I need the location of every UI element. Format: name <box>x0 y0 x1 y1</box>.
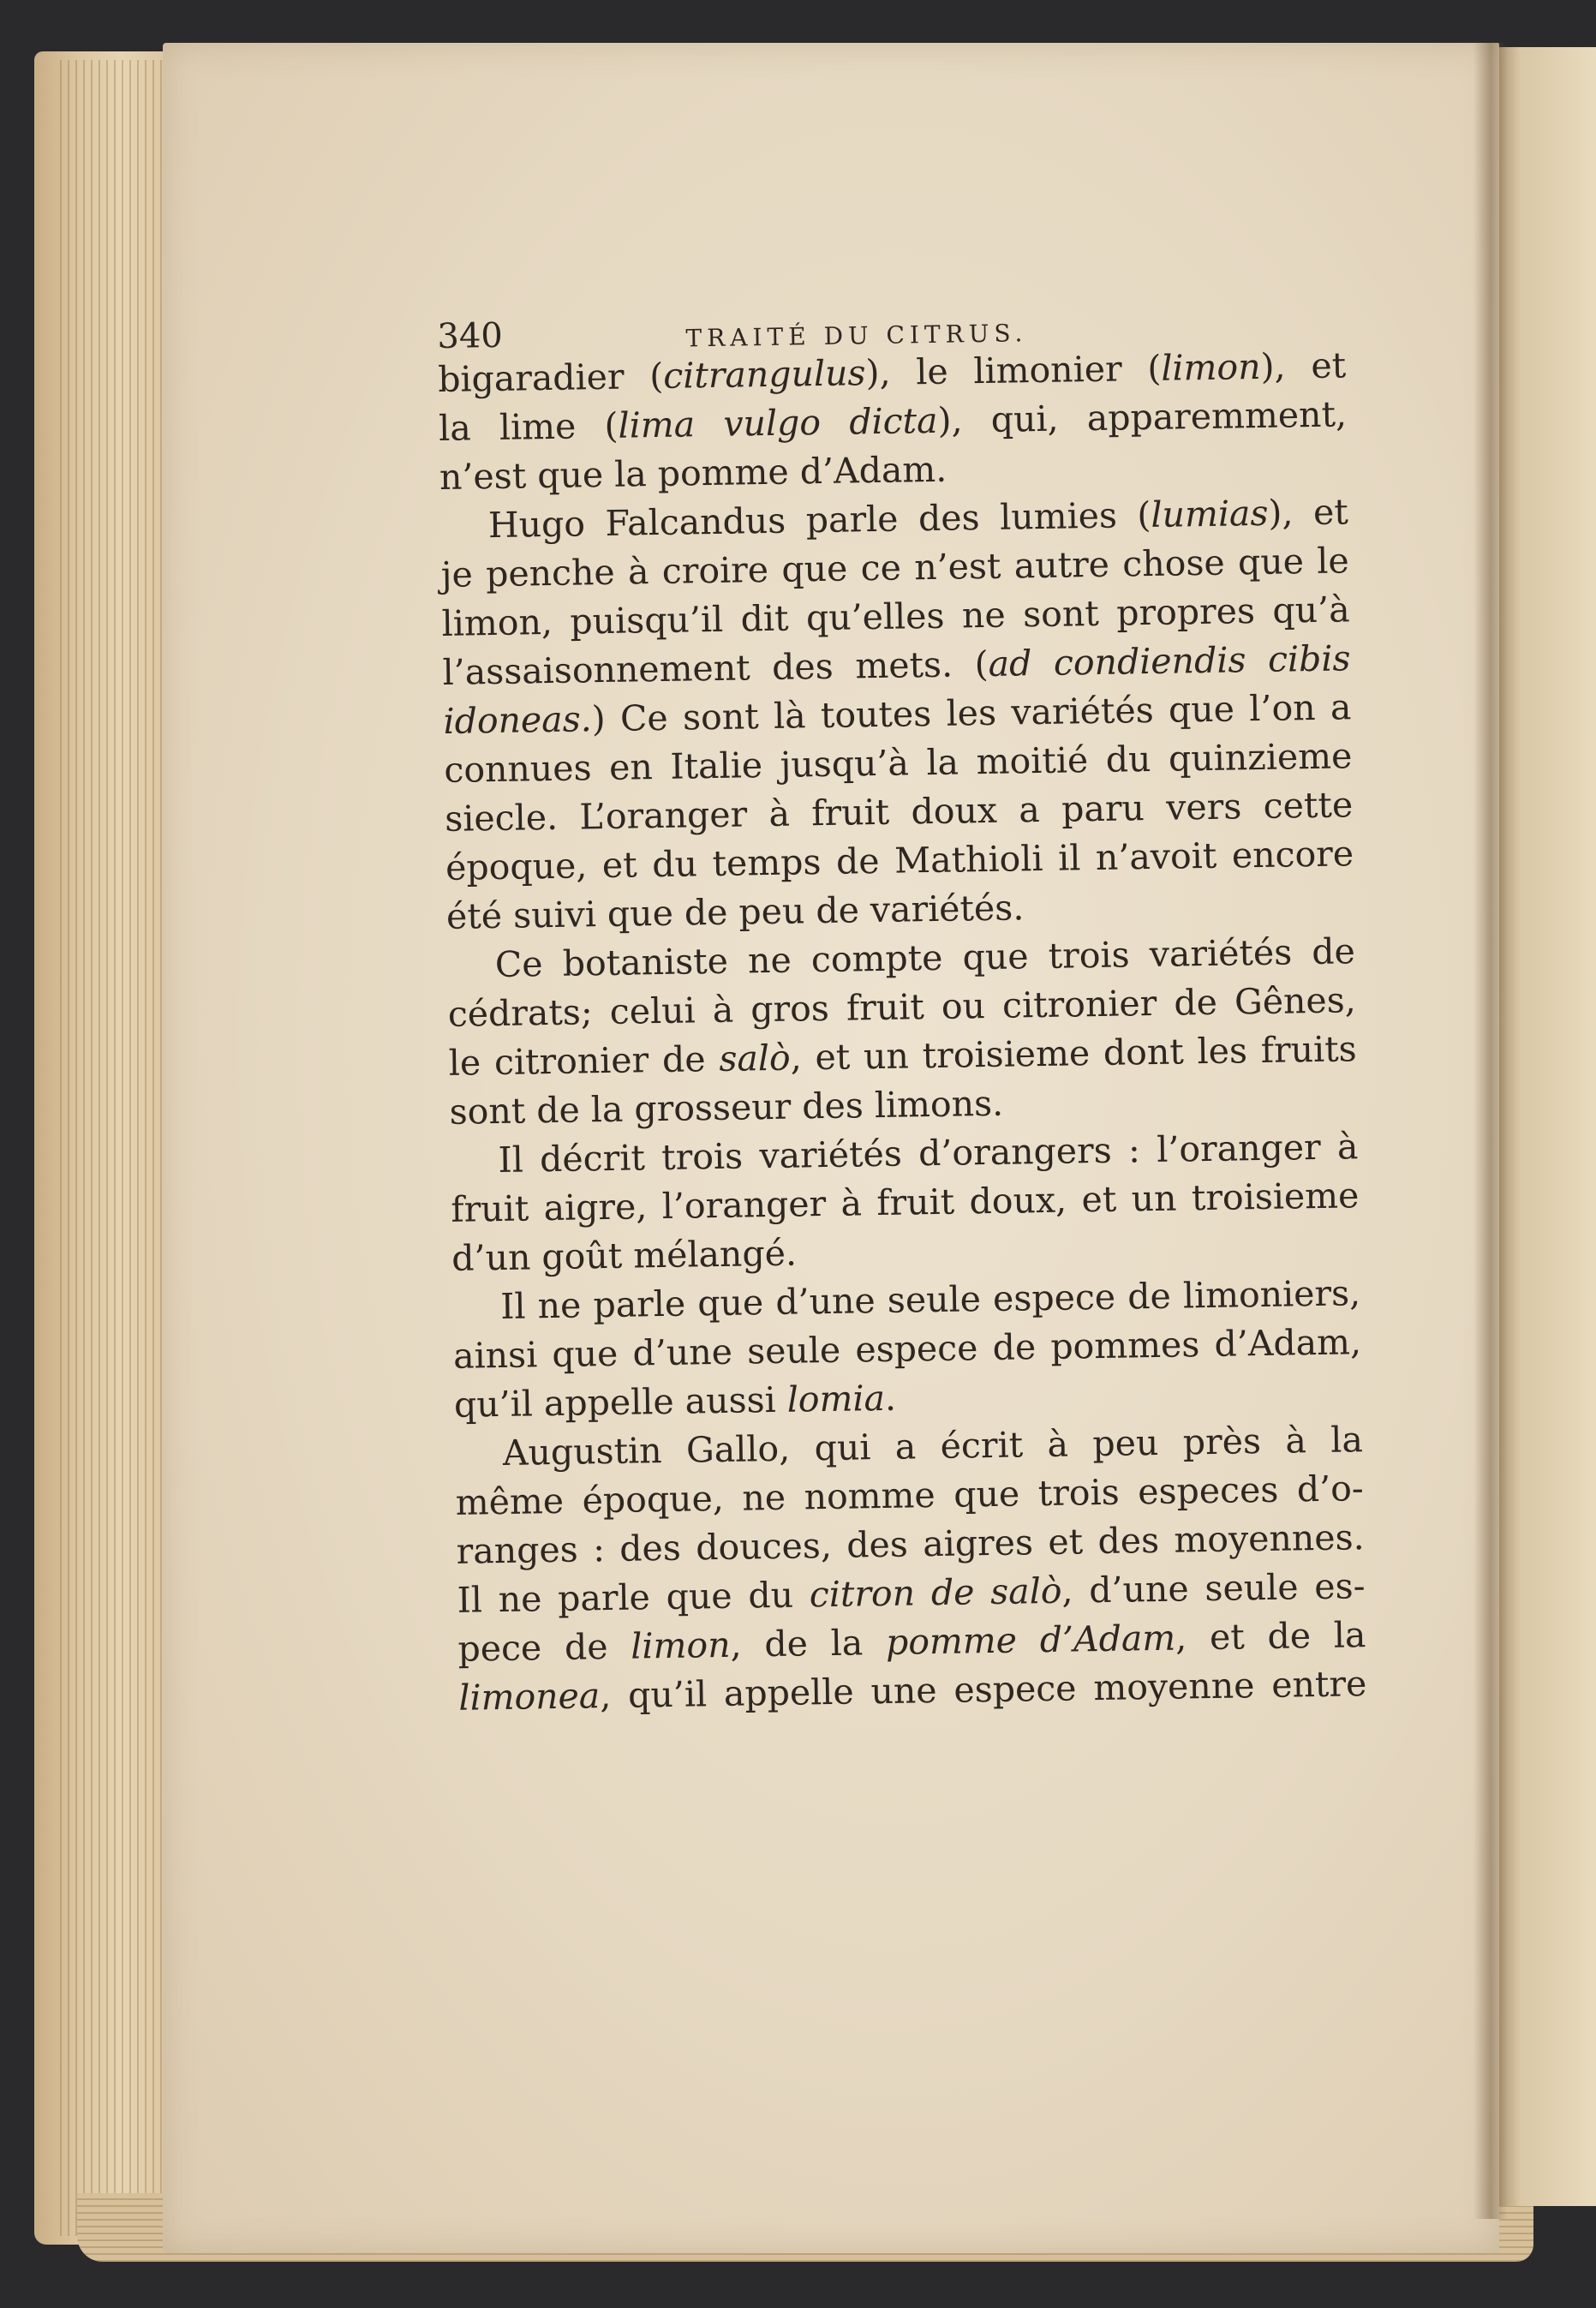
text-segment: ), qui, apparemment, <box>937 393 1348 441</box>
text-segment: Augustin Gallo, qui a écrit à peu près à la <box>502 1419 1364 1474</box>
text-segment: fruit aigre, l’oranger à fruit doux, et un troisieme <box>451 1175 1360 1230</box>
italic-text: citrangulus <box>662 352 866 397</box>
text-segment: ranges : des douces, des aigres et des moyennes. <box>456 1516 1365 1572</box>
facing-page <box>1495 47 1596 2206</box>
text-segment: , d’une seule es- <box>1061 1565 1366 1611</box>
text-segment: d’un goût mélangé. <box>451 1232 798 1279</box>
book-gutter <box>1473 43 1508 2219</box>
text-segment: la lime ( <box>438 404 619 449</box>
text-segment: connues en Italie jusqu’à la moitié du quinzieme <box>444 735 1353 791</box>
text-segment: ) Ce sont là toutes les variétés que l’on a <box>591 686 1352 740</box>
italic-text: ad condiendis cibis <box>988 637 1351 685</box>
page-text <box>437 298 1367 1722</box>
text-segment: , et un troisieme dont les fruits <box>790 1028 1358 1079</box>
text-segment: qu’il appelle aussi <box>453 1378 788 1426</box>
text-segment: limon, puisqu’il dit qu’elles ne sont propres qu’à <box>441 589 1350 644</box>
text-segment: , de la <box>730 1621 887 1665</box>
italic-text: lomia <box>786 1377 886 1420</box>
italic-text: citron de salò <box>809 1570 1062 1616</box>
italic-text: salò <box>718 1037 791 1079</box>
page-edges <box>60 60 180 2236</box>
text-segment: siecle. L’oranger à fruit doux a paru vers cette <box>444 784 1354 840</box>
text-segment: cédrats; celui à gros fruit ou citronier de Gênes, <box>447 979 1357 1035</box>
text-segment: Il ne parle que d’une seule espece de limoniers, <box>499 1272 1361 1327</box>
text-segment: le citronier de <box>448 1037 720 1084</box>
text-segment: pece de <box>457 1625 631 1670</box>
text-segment: ), et <box>1260 344 1347 387</box>
text-segment: . <box>884 1377 897 1419</box>
text-segment: ), le limonier ( <box>865 347 1162 394</box>
text-segment: je penche à croire que ce n’est autre chose que le <box>440 540 1350 595</box>
text-segment: même époque, ne nomme que trois especes d’o- <box>455 1468 1365 1523</box>
text-segment: ainsi que d’une seule espece de pommes d’Adam, <box>452 1321 1362 1377</box>
italic-text: limon <box>630 1623 731 1667</box>
text-segment: bigaradier ( <box>437 355 664 400</box>
text-segment: n’est que la pomme d’Adam. <box>439 448 947 498</box>
text-segment: Il ne parle que du <box>457 1574 810 1621</box>
text-segment: Hugo Falcandus parle des lumies ( <box>487 493 1151 547</box>
running-title: TRAITÉ DU CITRUS. <box>685 319 1028 353</box>
text-segment: , qu’il appelle une espece moyenne entre <box>599 1663 1367 1717</box>
body-text <box>438 341 1367 1722</box>
text-segment: , et de la <box>1175 1614 1366 1659</box>
italic-text: idoneas. <box>443 698 593 742</box>
italic-text: lumias <box>1151 492 1269 535</box>
italic-text: limonea <box>458 1675 601 1719</box>
text-segment: Ce botaniste ne compte que trois variétés de <box>494 930 1356 986</box>
text-segment: sont de la grosseur des limons. <box>449 1082 1004 1133</box>
italic-text: pomme d’Adam <box>885 1617 1176 1663</box>
text-segment: l’assaisonnement des mets. ( <box>442 643 989 693</box>
italic-text: lima vulgo dicta <box>618 399 938 446</box>
page-number: 340 <box>437 315 504 356</box>
text-segment: Il décrit trois variétés d’orangers : l’oranger à <box>498 1126 1359 1181</box>
text-segment: été suivi que de peu de variétés. <box>445 887 1025 937</box>
italic-text: limon <box>1160 345 1261 389</box>
text-segment: époque, et du temps de Mathioli il n’avoit encore <box>445 833 1354 888</box>
text-segment: ), et <box>1268 491 1349 534</box>
